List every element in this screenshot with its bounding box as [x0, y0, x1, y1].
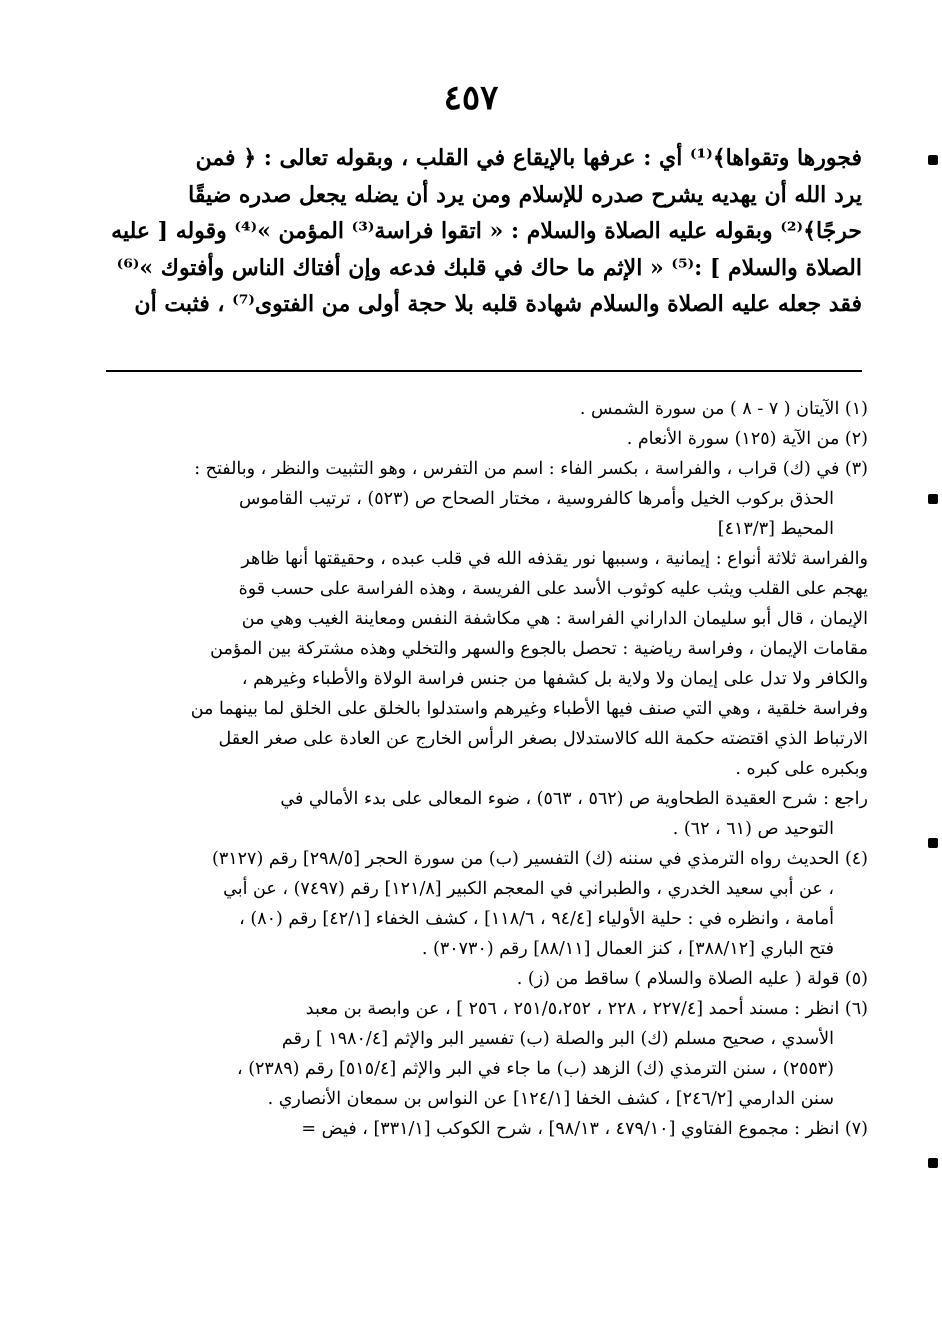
footnote-line: (٧) انظر : مجموع الفتاوي [٤٧٩/١٠ ، ٩٨/١٣] ، شرح الكوكب [٣٣١/١] ، فيض = [301, 1119, 868, 1139]
footnote-line: (٢) من الآية (١٢٥) سورة الأنعام . [626, 429, 868, 449]
scan-mark [928, 494, 938, 504]
footnote-line: وبكبره على كبره . [735, 759, 868, 779]
footnote-line: التوحيد ص (٦١ ، ٦٢) . [672, 819, 834, 839]
footnote-divider [106, 370, 862, 372]
footnote-line: (٦) انظر : مسند أحمد [٢٢٧/٤ ، ٢٢٨ ، ٢٥١/٥،٢٥٢ ، ٢٥٦ ] ، عن وابصة بن معبد [305, 999, 868, 1019]
footnote-line: (٢٥٥٣) ، سنن الترمذي (ك) الزهد (ب) ما جاء في البر والإثم [٥١٥/٤] رقم (٢٣٨٩) ، [236, 1059, 834, 1079]
footnote-line: ، عن أبي سعيد الخدري ، والطبراني في المعجم الكبير [١٢١/٨] رقم (٧٤٩٧) ، عن أبي [223, 879, 834, 899]
main-text-line: فجورها وتقواها﴾⁽¹⁾ أي : عرفها بالإيقاع في القلب ، وبقوله تعالى : ﴿ فمن [195, 145, 862, 171]
footnote-line: (٤) الحديث رواه الترمذي في سننه (ك) التفسير (ب) من سورة الحجر [٢٩٨/٥] رقم (٣١٢٧) [212, 849, 868, 869]
main-text-line: الصلاة والسلام ] :⁽⁵⁾ « الإثم ما حاك في قلبك فدعه وإن أفتاك الناس وأفتوك »⁽⁶⁾ [116, 254, 862, 281]
scan-mark [928, 838, 938, 848]
footnote-line: يهجم على القلب ويثب عليه كوثوب الأسد على الفريسة ، وهذه الفراسة على حسب قوة [238, 579, 868, 599]
main-text-line: فقد جعله عليه الصلاة والسلام شهادة قلبه بلا حجة أولى من الفتوى⁽⁷⁾ ، فثبت أن [134, 291, 862, 317]
footnote-line: مقامات الإيمان ، وفراسة رياضية : تحصل بالجوع والسهر والتخلي وهذه مشتركة بين المؤمن [210, 639, 868, 659]
footnote-line: (٣) في (ك) قراب ، والفراسة ، بكسر الفاء : اسم من التفرس ، وهو التثبيت والنظر ، وبالفتح : [194, 459, 868, 479]
page-number: ٤٥٧ [443, 78, 499, 118]
footnote-line: الأسدي ، صحيح مسلم (ك) البر والصلة (ب) تفسير البر والإثم [١٩٨٠/٤ ] رقم [281, 1029, 834, 1049]
footnote-line: راجع : شرح العقيدة الطحاوية ص (٥٦٢ ، ٥٦٣) ، ضوء المعالى على بدء الأمالي في [280, 789, 868, 809]
footnote-line: الارتباط الذي اقتضته حكمة الله كالاستدلال بصغر الرأس الخارج عن العادة على صغر العقل [218, 729, 868, 749]
footnotes [106, 394, 872, 1144]
footnote-line: (٥) قولة ( عليه الصلاة والسلام ) ساقط من (ز) . [516, 969, 868, 989]
footnote-line: وفراسة خلقية ، وهي التي صنف فيها الأطباء وغيرهم واستدلوا بالخلق على الخلق لما بينهما من [190, 699, 868, 719]
footnote-line: الحذق بركوب الخيل وأمرها كالفروسية ، مختار الصحاح ص (٥٢٣) ، ترتيب القاموس [239, 489, 834, 509]
footnote-line: أمامة ، وانظره في : حلية الأولياء [٩٤/٤ ، ١١٨/٦] ، كشف الخفاء [٤٢/١] رقم (٨٠) ، [239, 909, 834, 929]
scan-mark [928, 155, 938, 165]
main-text-line: حرجًا﴾⁽²⁾ وبقوله عليه الصلاة والسلام : « اتقوا فراسة⁽³⁾ المؤمن »⁽⁴⁾ وقوله [ عليه [111, 218, 862, 244]
main-text-line: يرد الله أن يهديه يشرح صدره للإسلام ومن يرد أن يضله يجعل صدره ضيقًا [188, 181, 862, 208]
scan-mark [928, 1158, 938, 1168]
footnote-line: فتح الباري [٣٨٨/١٢] ، كنز العمال [٨٨/١١] رقم (٣٠٧٣٠) . [421, 939, 834, 959]
footnote-line: (١) الآيتان ( ٧ - ٨ ) من سورة الشمس . [579, 399, 868, 419]
main-text [106, 140, 862, 323]
footnote-line: الإيمان ، قال أبو سليمان الداراني الفراسة : هي مكاشفة النفس ومعاينة الغيب وهي من [241, 609, 868, 629]
footnote-line: والكافر ولا تدل على إيمان ولا ولاية بل كشفها من جنس فراسة الولاة والأطباء وغيرهم ، [241, 669, 868, 689]
footnote-line: سنن الدارمي [٢٤٦/٢] ، كشف الخفا [١٢٤/١] عن النواس بن سمعان الأنصاري . [267, 1089, 834, 1109]
footnote-line: المحيط [٤١٣/٣] [717, 519, 834, 539]
footnote-line: والفراسة ثلاثة أنواع : إيمانية ، وسببها نور يقذفه الله في قلب عبده ، وحقيقتها أنها ظاهر [241, 549, 868, 569]
